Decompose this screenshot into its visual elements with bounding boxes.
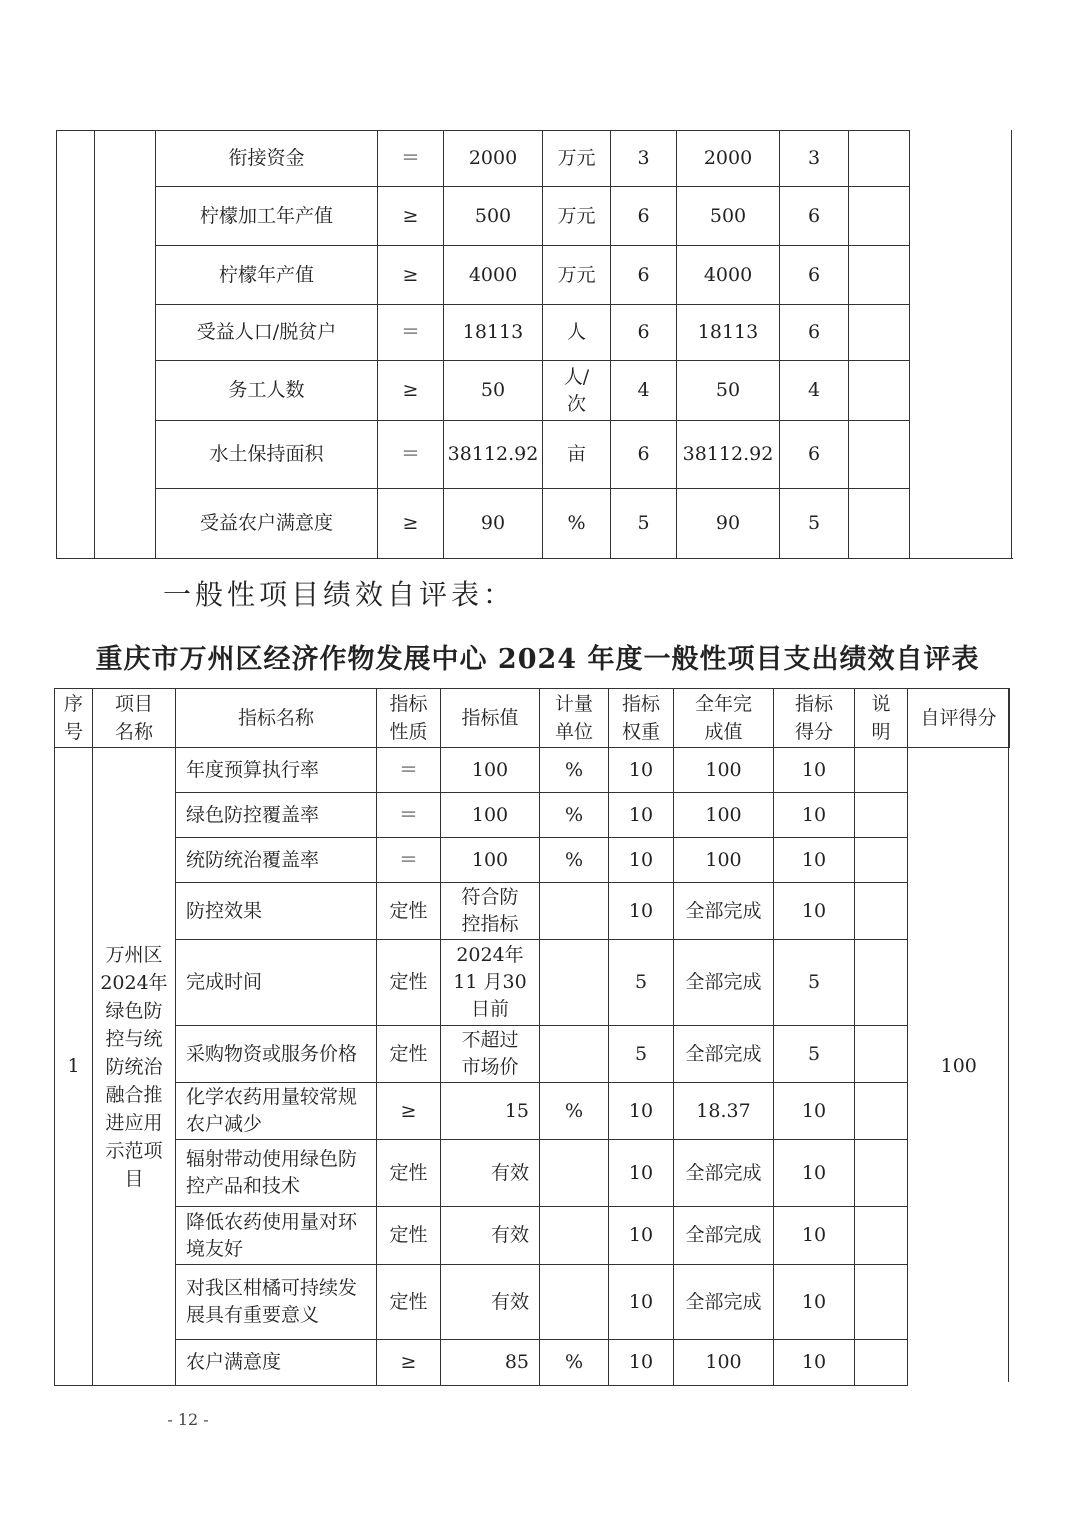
table-row <box>57 246 1013 305</box>
table-row <box>55 940 1010 1026</box>
indicator-name: 受益农户满意度 <box>156 489 378 559</box>
indicator-name: 柠檬年产值 <box>156 246 378 305</box>
indicator-value: 2000 <box>444 131 543 187</box>
indicator-nature: 定性 <box>377 1265 441 1340</box>
note-cell <box>855 1140 908 1207</box>
self-score-cell: 100 <box>908 748 1010 1386</box>
indicator-value: 15 <box>441 1083 540 1140</box>
indicator-name: 年度预算执行率 <box>176 748 377 793</box>
project-cell-empty <box>95 131 156 559</box>
indicator-unit: 人/次 <box>543 361 611 421</box>
indicator-score: 10 <box>774 1340 855 1386</box>
indicator-unit <box>540 883 609 940</box>
indicator-done: 100 <box>674 1340 774 1386</box>
indicator-name: 受益人口/脱贫户 <box>156 305 378 361</box>
indicator-done: 4000 <box>677 246 780 305</box>
indicator-done: 全部完成 <box>674 883 774 940</box>
indicator-name: 柠檬加工年产值 <box>156 187 378 246</box>
right-border-rule <box>1008 688 1009 1382</box>
indicator-value: 2024年 11 月30日前 <box>441 940 540 1026</box>
indicator-unit: % <box>540 1340 609 1386</box>
indicator-score: 5 <box>780 489 849 559</box>
table-row <box>55 793 1010 838</box>
indicator-name: 辐射带动使用绿色防控产品和技术 <box>176 1140 377 1207</box>
indicator-nature: 定性 <box>377 883 441 940</box>
indicator-weight: 5 <box>611 489 677 559</box>
indicator-name: 防控效果 <box>176 883 377 940</box>
note-cell <box>849 246 910 305</box>
note-cell <box>855 1207 908 1265</box>
indicator-operator: ≥ <box>378 361 444 421</box>
indicator-score: 10 <box>774 1140 855 1207</box>
indicator-unit <box>540 1140 609 1207</box>
indicator-weight: 10 <box>609 838 674 883</box>
note-cell <box>855 793 908 838</box>
table-row <box>55 1207 1010 1265</box>
indicator-weight: 5 <box>609 1026 674 1083</box>
indicator-score: 3 <box>780 131 849 187</box>
indicator-score: 6 <box>780 246 849 305</box>
indicator-weight: 3 <box>611 131 677 187</box>
table-row <box>55 1265 1010 1340</box>
indicator-weight: 6 <box>611 187 677 246</box>
indicator-weight: 10 <box>609 748 674 793</box>
seq-cell-empty <box>57 131 95 559</box>
note-cell <box>855 1265 908 1340</box>
indicator-nature: ＝ <box>377 748 441 793</box>
right-border-rule <box>1011 130 1012 558</box>
self-score-cell-empty <box>910 131 1013 559</box>
indicator-score: 4 <box>780 361 849 421</box>
indicator-nature: ≥ <box>377 1083 441 1140</box>
indicator-done: 2000 <box>677 131 780 187</box>
indicator-done: 100 <box>674 748 774 793</box>
indicator-done: 全部完成 <box>674 1207 774 1265</box>
note-cell <box>849 421 910 489</box>
table-row <box>55 1083 1010 1140</box>
indicator-score: 5 <box>774 1026 855 1083</box>
indicator-name: 绿色防控覆盖率 <box>176 793 377 838</box>
indicator-name: 降低农药使用量对环境友好 <box>176 1207 377 1265</box>
indicator-score: 10 <box>774 748 855 793</box>
indicator-score: 6 <box>780 421 849 489</box>
indicator-weight: 10 <box>609 793 674 838</box>
indicator-unit <box>540 1207 609 1265</box>
indicator-done: 全部完成 <box>674 1026 774 1083</box>
indicator-weight: 10 <box>609 883 674 940</box>
table-row <box>57 421 1013 489</box>
note-cell <box>855 1340 908 1386</box>
table-row <box>57 305 1013 361</box>
indicator-value: 有效 <box>441 1207 540 1265</box>
indicator-unit: 人 <box>543 305 611 361</box>
indicator-value: 500 <box>444 187 543 246</box>
indicator-unit <box>540 1026 609 1083</box>
table-row <box>55 1140 1010 1207</box>
indicator-operator: ＝ <box>378 131 444 187</box>
indicator-weight: 10 <box>609 1083 674 1140</box>
indicator-unit: % <box>540 793 609 838</box>
indicator-score: 6 <box>780 305 849 361</box>
indicator-done: 90 <box>677 489 780 559</box>
indicator-name: 化学农药用量较常规农户减少 <box>176 1083 377 1140</box>
indicator-value: 符合防控指标 <box>441 883 540 940</box>
header-weight: 指标权重 <box>609 689 674 748</box>
indicator-name: 对我区柑橘可持续发展具有重要意义 <box>176 1265 377 1340</box>
indicator-weight: 10 <box>609 1340 674 1386</box>
indicator-done: 50 <box>677 361 780 421</box>
indicator-score: 10 <box>774 1265 855 1340</box>
header-self-score: 自评得分 <box>908 689 1010 748</box>
indicator-nature: ＝ <box>377 793 441 838</box>
indicator-nature: 定性 <box>377 940 441 1026</box>
note-cell <box>855 748 908 793</box>
indicator-weight: 6 <box>611 246 677 305</box>
note-cell <box>855 1083 908 1140</box>
note-cell <box>855 838 908 883</box>
indicator-name: 采购物资或服务价格 <box>176 1026 377 1083</box>
indicator-weight: 10 <box>609 1265 674 1340</box>
indicator-nature: 定性 <box>377 1026 441 1083</box>
indicator-unit: 万元 <box>543 131 611 187</box>
table-row <box>55 1026 1010 1083</box>
indicator-nature: ＝ <box>377 838 441 883</box>
indicator-score: 6 <box>780 187 849 246</box>
indicator-name: 衔接资金 <box>156 131 378 187</box>
indicator-name: 水土保持面积 <box>156 421 378 489</box>
header-unit: 计量单位 <box>540 689 609 748</box>
indicator-unit <box>540 1265 609 1340</box>
indicator-name: 完成时间 <box>176 940 377 1026</box>
indicator-unit: 万元 <box>543 246 611 305</box>
header-row <box>55 689 1010 748</box>
header-indicator-nature: 指标性质 <box>377 689 441 748</box>
indicator-weight: 10 <box>609 1140 674 1207</box>
indicator-score: 5 <box>774 940 855 1026</box>
indicator-score: 10 <box>774 1207 855 1265</box>
table-row <box>57 187 1013 246</box>
indicator-value: 85 <box>441 1340 540 1386</box>
indicator-value: 38112.92 <box>444 421 543 489</box>
indicator-unit: 亩 <box>543 421 611 489</box>
table-row <box>55 748 1010 793</box>
indicator-value: 18113 <box>444 305 543 361</box>
indicator-operator: ≥ <box>378 246 444 305</box>
indicator-done: 18.37 <box>674 1083 774 1140</box>
performance-table <box>54 688 1010 1386</box>
indicator-done: 18113 <box>677 305 780 361</box>
indicator-unit: % <box>540 748 609 793</box>
indicator-unit <box>540 940 609 1026</box>
indicator-nature: ≥ <box>377 1340 441 1386</box>
indicator-done: 38112.92 <box>677 421 780 489</box>
indicator-weight: 6 <box>611 305 677 361</box>
indicator-name: 农户满意度 <box>176 1340 377 1386</box>
indicator-value: 不超过市场价 <box>441 1026 540 1083</box>
table-row <box>55 1340 1010 1386</box>
note-cell <box>849 131 910 187</box>
indicator-score: 10 <box>774 1083 855 1140</box>
indicator-unit: 万元 <box>543 187 611 246</box>
continuation-table <box>56 130 1013 559</box>
indicator-unit: % <box>540 1083 609 1140</box>
header-indicator-value: 指标值 <box>441 689 540 748</box>
indicator-value: 有效 <box>441 1140 540 1207</box>
indicator-done: 全部完成 <box>674 1265 774 1340</box>
indicator-score: 10 <box>774 838 855 883</box>
note-cell <box>855 940 908 1026</box>
header-project-name: 项目名称 <box>93 689 176 748</box>
table-row <box>57 361 1013 421</box>
indicator-done: 全部完成 <box>674 1140 774 1207</box>
indicator-done: 500 <box>677 187 780 246</box>
note-cell <box>855 883 908 940</box>
project-name-cell: 万州区2024年绿色防控与统防统治融合推进应用示范项目 <box>93 748 176 1386</box>
indicator-weight: 4 <box>611 361 677 421</box>
table-row <box>55 838 1010 883</box>
indicator-weight: 5 <box>609 940 674 1026</box>
indicator-unit: % <box>543 489 611 559</box>
document-title: 重庆市万州区经济作物发展中心 2024 年度一般性项目支出绩效自评表 <box>95 644 980 675</box>
indicator-done: 100 <box>674 838 774 883</box>
header-indicator-name: 指标名称 <box>176 689 377 748</box>
note-cell <box>849 305 910 361</box>
table-row <box>57 489 1013 559</box>
seq-cell: 1 <box>55 748 93 1386</box>
note-cell <box>849 361 910 421</box>
header-score: 指标得分 <box>774 689 855 748</box>
page-number: - 12 - <box>167 1410 209 1429</box>
indicator-done: 全部完成 <box>674 940 774 1026</box>
indicator-name: 务工人数 <box>156 361 378 421</box>
indicator-score: 10 <box>774 793 855 838</box>
header-seq: 序号 <box>55 689 93 748</box>
indicator-unit: % <box>540 838 609 883</box>
indicator-operator: ≥ <box>378 187 444 246</box>
indicator-value: 4000 <box>444 246 543 305</box>
header-note: 说明 <box>855 689 908 748</box>
indicator-value: 90 <box>444 489 543 559</box>
indicator-value: 50 <box>444 361 543 421</box>
section-heading: 一般性项目绩效自评表： <box>163 578 516 611</box>
indicator-value: 有效 <box>441 1265 540 1340</box>
indicator-operator: ＝ <box>378 421 444 489</box>
indicator-done: 100 <box>674 793 774 838</box>
indicator-value: 100 <box>441 748 540 793</box>
note-cell <box>849 489 910 559</box>
indicator-operator: ≥ <box>378 489 444 559</box>
note-cell <box>849 187 910 246</box>
header-completed-value: 全年完成值 <box>674 689 774 748</box>
indicator-name: 统防统治覆盖率 <box>176 838 377 883</box>
note-cell <box>855 1026 908 1083</box>
indicator-nature: 定性 <box>377 1140 441 1207</box>
indicator-score: 10 <box>774 883 855 940</box>
indicator-value: 100 <box>441 793 540 838</box>
indicator-value: 100 <box>441 838 540 883</box>
table-row <box>57 131 1013 187</box>
indicator-weight: 6 <box>611 421 677 489</box>
indicator-weight: 10 <box>609 1207 674 1265</box>
indicator-operator: ＝ <box>378 305 444 361</box>
table-row <box>55 883 1010 940</box>
indicator-nature: 定性 <box>377 1207 441 1265</box>
